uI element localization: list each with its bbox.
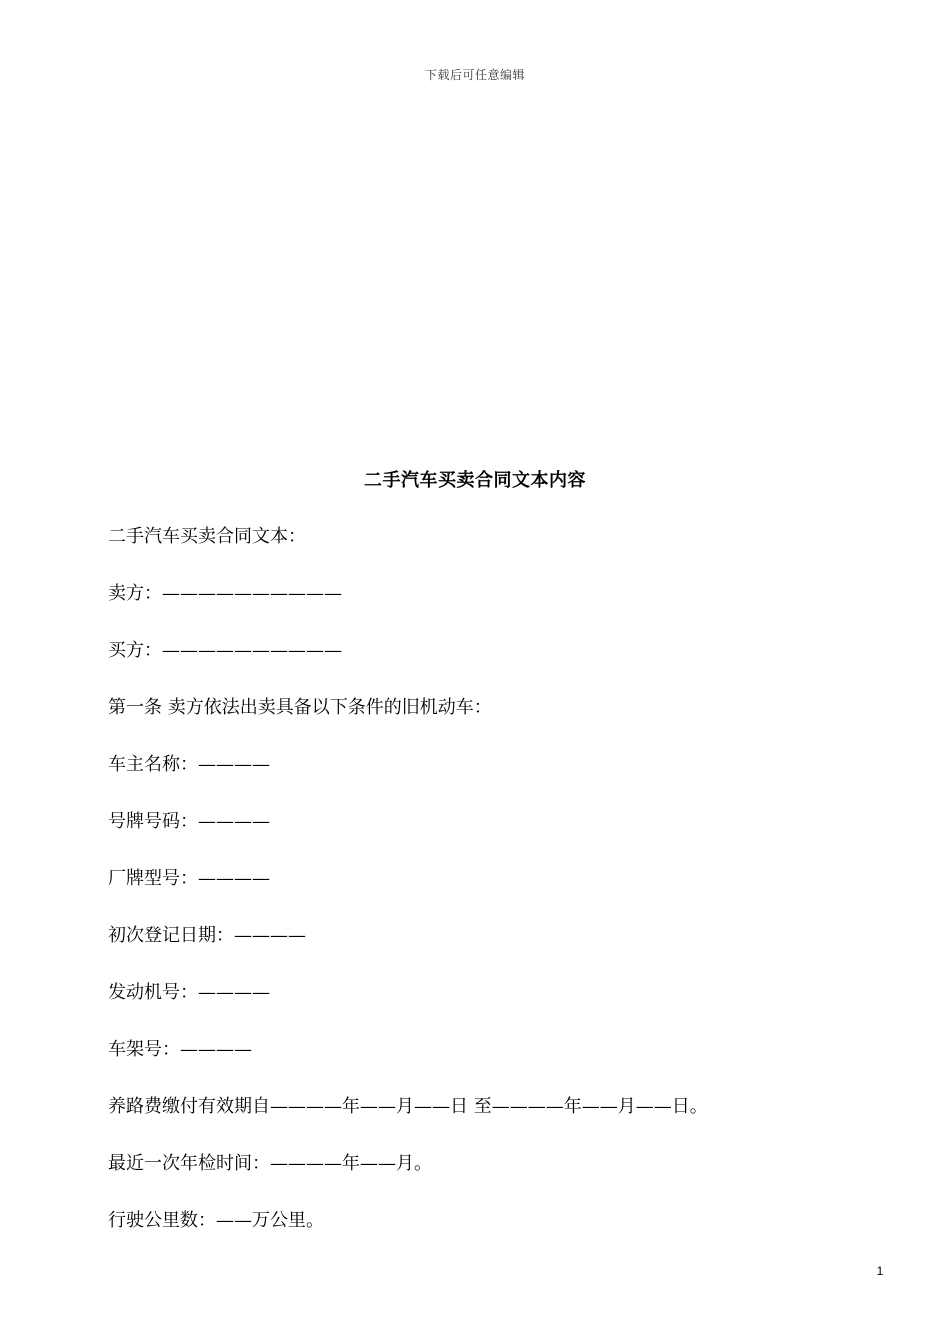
contract-line-owner-name: 车主名称：———— (108, 754, 270, 775)
contract-line-buyer: 买方：—————————— (108, 640, 342, 661)
contract-line-engine-number: 发动机号：———— (108, 982, 270, 1003)
contract-line-mileage: 行驶公里数：——万公里。 (108, 1210, 324, 1231)
page-number: 1 (876, 1264, 884, 1278)
contract-line-road-fee-period: 养路费缴付有效期自————年——月——日 至————年——月——日。 (108, 1096, 708, 1117)
contract-line-seller: 卖方：—————————— (108, 583, 342, 604)
document-title: 二手汽车买卖合同文本内容 (364, 470, 586, 491)
contract-line-first-registration: 初次登记日期：———— (108, 925, 306, 946)
contract-line-intro: 二手汽车买卖合同文本： (108, 526, 306, 547)
contract-line-article-1: 第一条 卖方依法出卖具备以下条件的旧机动车： (108, 697, 492, 718)
contract-body (108, 525, 888, 1266)
contract-line-last-inspection: 最近一次年检时间：————年——月。 (108, 1153, 432, 1174)
contract-line-plate-number: 号牌号码：———— (108, 811, 270, 832)
download-note: 下载后可任意编辑 (424, 68, 525, 82)
contract-line-frame-number: 车架号：———— (108, 1039, 252, 1060)
contract-line-brand-model: 厂牌型号：———— (108, 868, 270, 889)
